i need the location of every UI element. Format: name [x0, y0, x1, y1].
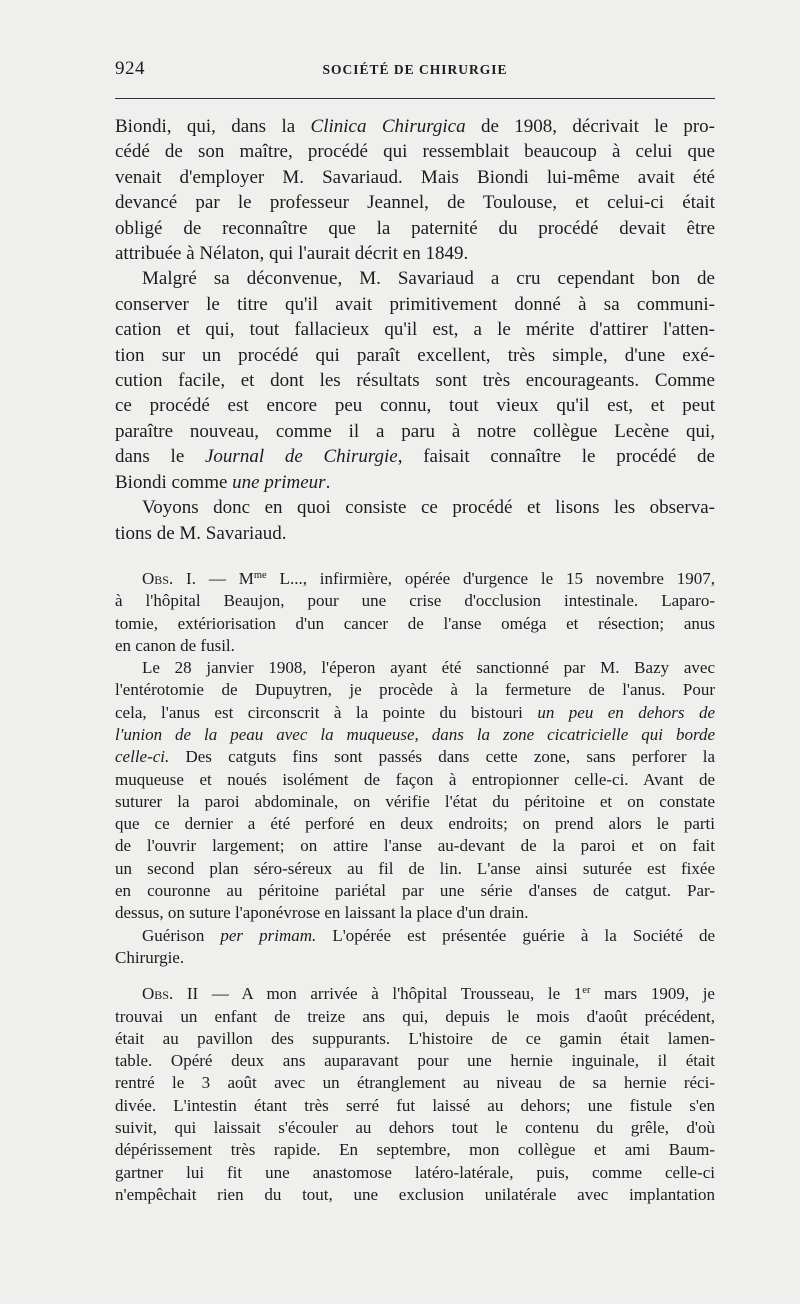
obs1-paragraph-1: [115, 568, 715, 657]
text-line: en couronne au péritoine pariétal par une série d'anses de catgut. Par-: [115, 881, 715, 901]
text-line: table. Opéré deux ans auparavant pour une hernie inguinale, il était: [115, 1051, 715, 1071]
text-run: L..., infirmière, opérée d'urgence le 15 novembre 1907,: [266, 568, 716, 588]
main-text: [115, 114, 715, 546]
observation-1: [115, 568, 715, 969]
text-line: cédé de son maître, procédé qui ressemblait beaucoup à celui que: [115, 141, 715, 163]
superscript: er: [582, 985, 591, 997]
text-line: Malgré sa déconvenue, M. Savariaud a cru cependant bon de: [142, 268, 715, 290]
text-line: Voyons donc en quoi consiste ce procédé et lisons les observa-: [142, 497, 715, 519]
text-line: suturer la paroi abdominale, on vérifie l'état du péritoine et on constate: [115, 791, 715, 811]
text-line: [115, 724, 715, 746]
paragraph-3: [115, 495, 715, 546]
emphasis: l'union de la peau avec la muqueuse, dans la zone cicatricielle qui borde: [115, 724, 715, 744]
text-line: n'empêchait rien du tout, une exclusion unilatérale avec implantation: [115, 1184, 715, 1204]
text-run: .: [325, 471, 331, 493]
text-line: [115, 925, 715, 947]
paragraph-2: [115, 266, 715, 495]
text-run: Guérison: [142, 925, 221, 945]
text-line: dessus, on suture l'aponévrose en laissant la place d'un drain.: [115, 903, 529, 923]
text-line: suivit, qui laissait s'écouler au dehors tout le contenu du grêle, d'où: [115, 1118, 715, 1138]
header-rule: [115, 98, 715, 99]
text-line: devancé par le professeur Jeannel, de Toulouse, et celui-ci était: [115, 192, 715, 214]
text-line: [115, 746, 715, 768]
text-line: dépérissement très rapide. En septembre, mon collègue et ami Baum-: [115, 1140, 715, 1160]
running-head: SOCIÉTÉ DE CHIRURGIE: [322, 62, 508, 77]
page-header: [115, 58, 715, 88]
text-line: cation et qui, tout fallacieux qu'il est, a le mérite d'attirer l'atten-: [115, 319, 715, 341]
text-line: divée. L'intestin étant très serré fut laissé au dehors; une fistule s'en: [115, 1095, 715, 1115]
text-line: ce procédé est encore peu connu, tout vieux qu'il est, et peut: [115, 395, 715, 417]
text-line: attribuée à Nélaton, qui l'aurait décrit en 1849.: [115, 243, 469, 265]
emphasis: celle-ci.: [115, 747, 170, 767]
text-run: — A mon arrivée à l'hôpital Trousseau, le 1: [198, 984, 583, 1004]
text-line: venait d'employer M. Savariaud. Mais Biondi lui-même avait été: [115, 166, 715, 188]
text-line: cution facile, et dont les résultats sont très encourageants. Comme: [115, 370, 715, 392]
text-line: tion sur un procédé qui paraît excellent, très simple, d'une exé-: [115, 344, 715, 366]
text-line: [115, 983, 715, 1005]
text-run: dans le: [115, 446, 205, 468]
text-line: Chirurgie.: [115, 947, 185, 967]
text-line: que ce dernier a été perforé en deux endroits; on prend alors le parti: [115, 814, 715, 834]
text-run: — M: [195, 568, 254, 588]
text-line: tomie, extériorisation d'un cancer de l'anse oméga et résection; anus: [115, 613, 715, 633]
text-line: un second plan séro-séreux au fil de lin. L'anse ainsi suturée est fixée: [115, 858, 715, 878]
observation-label: Obs. I.: [142, 568, 196, 588]
emphasis: per primam.: [220, 925, 317, 945]
observation-2: [115, 983, 715, 1206]
text-run: Biondi, qui, dans la: [115, 116, 311, 137]
paragraph-1: [115, 114, 715, 266]
text-run: Biondi comme: [115, 471, 233, 493]
text-line: en canon de fusil.: [115, 635, 235, 655]
text-run: de 1908, décrivait le pro-: [465, 116, 715, 137]
text-run: Des catguts fins sont passés dans cette zone, sans perforer la: [169, 747, 715, 767]
text-run: cela, l'anus est circonscrit à la pointe du bistouri: [115, 702, 538, 722]
journal-title: Clinica Chirurgica: [310, 116, 466, 137]
text-line: à l'hôpital Beaujon, pour une crise d'occlusion intestinale. Laparo-: [115, 591, 715, 611]
text-line: [115, 702, 715, 724]
obs1-paragraph-3: [115, 925, 715, 970]
text-line: l'entérotomie de Dupuytren, je procède à la fermeture de l'anus. Pour: [115, 680, 715, 700]
text-line: [115, 444, 715, 469]
superscript: me: [253, 570, 267, 582]
text-run: , faisait connaître le procédé de: [397, 446, 715, 468]
page-body: [115, 114, 715, 1206]
text-line: gartner lui fit une anastomose latéro-latérale, puis, comme celle-ci: [115, 1162, 715, 1182]
page-number: 924: [115, 58, 145, 79]
text-line: conserver le titre qu'il avait primitivement donné à sa communi-: [115, 293, 715, 315]
text-line: rentré le 3 août avec un étranglement au niveau de sa hernie réci-: [115, 1073, 715, 1093]
text-line: de l'ouvrir largement; on attire l'anse au-devant de la paroi et on fait: [115, 836, 715, 856]
emphasis: une primeur: [232, 471, 326, 493]
text-line: était au pavillon des suppurants. L'histoire de ce gamin était lamen-: [115, 1028, 715, 1048]
text-line: paraître nouveau, comme il a paru à notre collègue Lecène qui,: [115, 420, 715, 442]
text-line: [115, 470, 715, 495]
text-line: [115, 114, 715, 139]
text-line: tions de M. Savariaud.: [115, 522, 287, 544]
obs1-paragraph-2: [115, 657, 715, 925]
text-run: L'opérée est présentée guérie à la Société de: [316, 925, 715, 945]
text-line: obligé de reconnaître que la paternité du procédé devait être: [115, 217, 715, 239]
text-line: trouvai un enfant de treize ans qui, depuis le mois d'août précédent,: [115, 1006, 715, 1026]
text-line: muqueuse et noués isolément de façon à entropionner celle-ci. Avant de: [115, 769, 715, 789]
journal-title: Journal de Chirurgie: [205, 446, 398, 468]
text-line: [115, 568, 715, 590]
observation-label: Obs. II: [142, 984, 199, 1004]
emphasis: un peu en dehors de: [537, 702, 715, 722]
text-run: mars 1909, je: [590, 984, 715, 1004]
text-line: Le 28 janvier 1908, l'éperon ayant été sanctionné par M. Bazy avec: [142, 658, 715, 678]
